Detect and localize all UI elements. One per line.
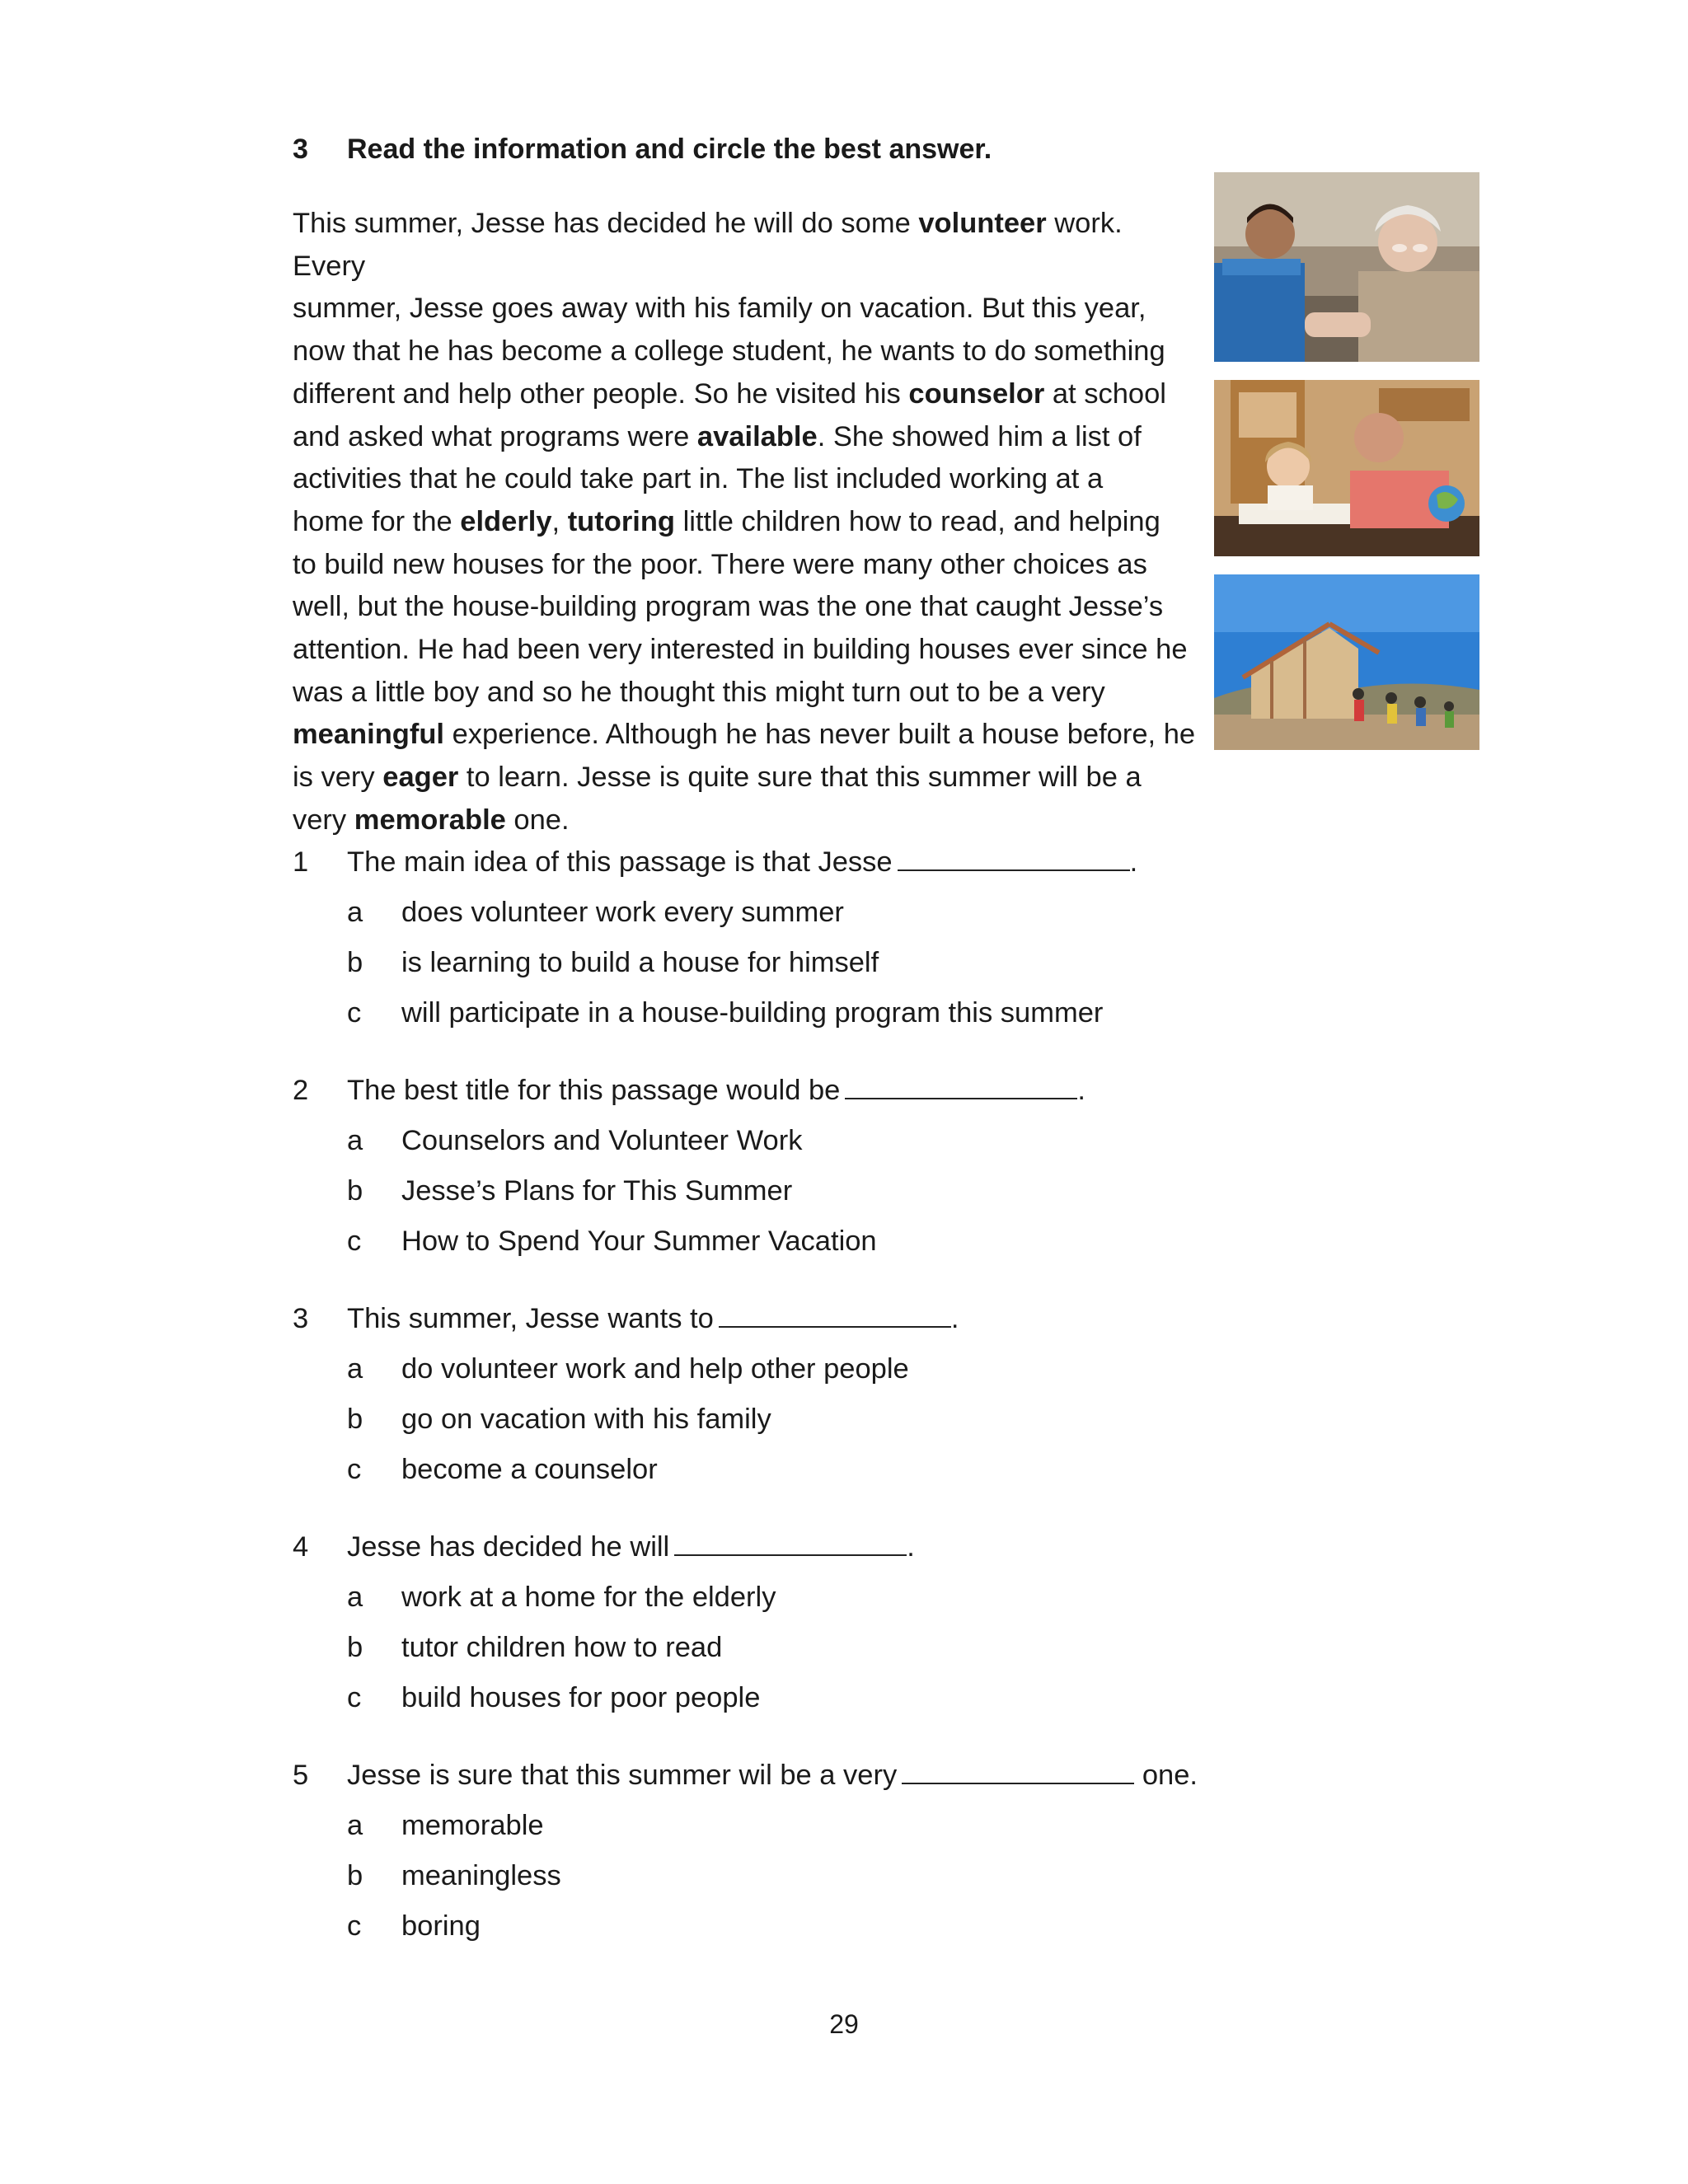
passage-text: summer, Jesse goes away with his family on vacation. But this year,	[293, 293, 1146, 325]
passage-line	[293, 373, 1198, 416]
option-text: How to Spend Your Summer Vacation	[401, 1226, 877, 1257]
passage-text: and asked what programs were	[293, 420, 697, 452]
question-text-end: .	[1129, 846, 1138, 878]
passage-line	[293, 799, 1198, 842]
answer-blank[interactable]	[674, 1531, 907, 1556]
vocab-word: meaningful	[293, 719, 445, 751]
answer-option-c[interactable]	[293, 988, 1282, 1038]
option-text: Counselors and Volunteer Work	[401, 1125, 803, 1156]
question-stem	[293, 837, 1282, 888]
answer-option-c[interactable]	[293, 1673, 1282, 1723]
question-text: The best title for this passage would be	[347, 1075, 841, 1106]
vocab-word: volunteer	[918, 208, 1047, 239]
option-text: boring	[401, 1910, 481, 1942]
passage-text: home for the	[293, 505, 461, 537]
question-1	[293, 837, 1282, 1038]
passage-line	[293, 416, 1198, 459]
option-text: do volunteer work and help other people	[401, 1353, 909, 1385]
passage-line	[293, 203, 1198, 288]
question-text-end: .	[907, 1531, 915, 1563]
answer-option-a[interactable]	[293, 888, 1282, 938]
passage-line	[293, 330, 1198, 373]
question-stem	[293, 1294, 1282, 1344]
answer-option-b[interactable]	[293, 1166, 1282, 1216]
vocab-word: counselor	[908, 377, 1045, 410]
passage-line	[293, 672, 1198, 715]
option-text: is learning to build a house for himself	[401, 947, 879, 978]
option-letter: c	[347, 997, 362, 1029]
question-number: 5	[293, 1760, 309, 1791]
answer-option-c[interactable]	[293, 1216, 1282, 1267]
passage-text: is very	[293, 762, 383, 794]
option-letter: a	[347, 1353, 363, 1385]
question-text: Jesse has decided he will	[347, 1531, 670, 1563]
option-text: go on vacation with his family	[401, 1404, 771, 1435]
question-text: Jesse is sure that this summer wil be a very	[347, 1760, 898, 1791]
option-text: will participate in a house-building program this summer	[401, 997, 1104, 1029]
question-text: The main idea of this passage is that Jesse	[347, 846, 893, 878]
question-stem	[293, 1066, 1282, 1116]
passage-text: attention. He had been very interested in building houses ever since he	[293, 634, 1188, 666]
answer-blank[interactable]	[902, 1760, 1134, 1784]
passage-text: to learn. Jesse is quite sure that this summer will be a	[458, 762, 1142, 794]
option-letter: a	[347, 897, 363, 928]
answer-option-c[interactable]	[293, 1445, 1282, 1495]
question-number: 4	[293, 1531, 309, 1563]
option-text: tutor children how to read	[401, 1632, 723, 1663]
question-5	[293, 1750, 1282, 1952]
question-4	[293, 1522, 1282, 1723]
passage-text: little children how to read, and helping	[674, 505, 1160, 537]
option-letter: c	[347, 1226, 362, 1257]
option-letter: c	[347, 1910, 362, 1942]
passage-line	[293, 757, 1198, 799]
option-text: work at a home for the elderly	[401, 1582, 776, 1613]
question-text-end: one.	[1134, 1760, 1198, 1791]
option-text: Jesse’s Plans for This Summer	[401, 1175, 793, 1207]
answer-blank[interactable]	[719, 1303, 951, 1328]
vocab-word: available	[696, 420, 818, 452]
passage-line	[293, 458, 1198, 501]
question-text-end: .	[950, 1303, 959, 1334]
passage-text: activities that he could take part in. The list included working at a	[293, 463, 1104, 495]
passage-text: was a little boy and so he thought this might turn out to be a very	[293, 676, 1105, 708]
passage-text: work. Every	[293, 208, 1123, 282]
option-letter: a	[347, 1582, 363, 1613]
passage-line	[293, 288, 1198, 330]
passage-text: now that he has become a college student, he wants to do something	[293, 335, 1165, 368]
vocab-word: memorable	[354, 804, 506, 836]
vocab-word: eager	[382, 762, 459, 794]
question-stem	[293, 1522, 1282, 1572]
photo-column	[1214, 172, 1479, 768]
answer-option-b[interactable]	[293, 938, 1282, 988]
question-text: This summer, Jesse wants to	[347, 1303, 714, 1334]
answer-option-a[interactable]	[293, 1116, 1282, 1166]
question-number: 3	[293, 1303, 309, 1334]
option-letter: c	[347, 1682, 362, 1713]
question-number: 1	[293, 846, 309, 878]
passage-line	[293, 544, 1198, 587]
passage-text: to build new houses for the poor. There were many other choices as	[293, 548, 1147, 580]
option-text: build houses for poor people	[401, 1682, 761, 1713]
question-2	[293, 1066, 1282, 1267]
answer-option-a[interactable]	[293, 1344, 1282, 1394]
option-text: become a counselor	[401, 1454, 658, 1485]
passage-text: very	[293, 804, 354, 836]
question-stem	[293, 1750, 1282, 1801]
answer-option-b[interactable]	[293, 1394, 1282, 1445]
passage-line	[293, 714, 1198, 757]
reading-passage	[293, 203, 1198, 842]
answer-option-a[interactable]	[293, 1801, 1282, 1851]
passage-text: at school	[1044, 377, 1166, 410]
option-letter: b	[347, 1860, 363, 1891]
photo-volunteers-building-house	[1214, 574, 1479, 750]
passage-text: one.	[505, 804, 570, 836]
exercise-number: 3	[293, 134, 308, 165]
option-letter: c	[347, 1454, 362, 1485]
answer-option-b[interactable]	[293, 1623, 1282, 1673]
passage-text: This summer, Jesse has decided he will do some	[293, 208, 919, 239]
passage-line	[293, 501, 1198, 544]
option-letter: a	[347, 1125, 363, 1156]
passage-line	[293, 629, 1198, 672]
option-text: does volunteer work every summer	[401, 897, 844, 928]
passage-text: well, but the house-building program was the one that caught Jesse’s	[293, 591, 1164, 623]
exercise-instruction: Read the information and circle the best answer.	[347, 134, 992, 165]
question-text-end: .	[1077, 1075, 1085, 1106]
option-text: memorable	[401, 1810, 544, 1841]
answer-blank[interactable]	[845, 1075, 1077, 1099]
answer-option-a[interactable]	[293, 1572, 1282, 1623]
exercise-heading	[293, 134, 992, 166]
answer-option-c[interactable]	[293, 1901, 1282, 1952]
question-3	[293, 1294, 1282, 1495]
answer-blank[interactable]	[898, 846, 1130, 871]
passage-text: experience. Although he has never built a house before, he	[444, 719, 1196, 751]
vocab-word: elderly	[460, 505, 552, 537]
passage-line	[293, 586, 1198, 629]
vocab-word: tutoring	[567, 505, 675, 537]
option-text: meaningless	[401, 1860, 561, 1891]
passage-text: . She showed him a list of	[817, 420, 1142, 452]
photo-nurse-with-elderly-woman	[1214, 172, 1479, 362]
question-list	[293, 837, 1282, 1979]
option-letter: b	[347, 1632, 363, 1663]
passage-text: ,	[551, 505, 568, 537]
option-letter: b	[347, 947, 363, 978]
option-letter: a	[347, 1810, 363, 1841]
page-number: 29	[829, 2009, 859, 2039]
option-letter: b	[347, 1175, 363, 1207]
answer-option-b[interactable]	[293, 1851, 1282, 1901]
passage-text: different and help other people. So he visited his	[293, 377, 909, 410]
photo-man-tutoring-child	[1214, 380, 1479, 556]
question-number: 2	[293, 1075, 309, 1106]
option-letter: b	[347, 1404, 363, 1435]
